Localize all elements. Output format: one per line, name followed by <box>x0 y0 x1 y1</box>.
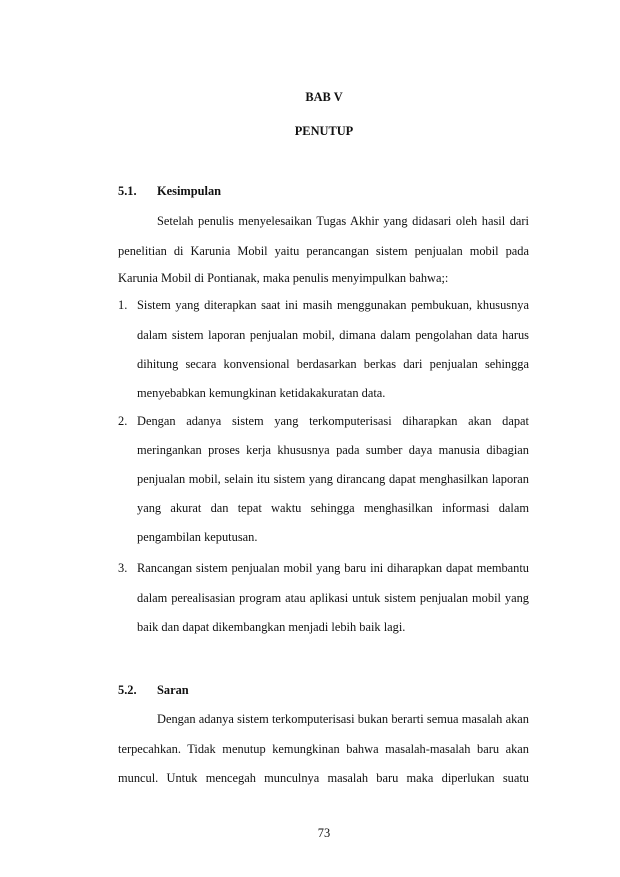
list-marker: 2. <box>118 414 128 428</box>
list-item-line: yang akurat dan tepat waktu sehingga menghasilkan informasi dalam <box>137 501 529 515</box>
paragraph-line: terpecahkan. Tidak menutup kemungkinan bahwa masalah-masalah baru akan <box>118 742 529 756</box>
page-number: 73 <box>317 826 331 840</box>
chapter-label: BAB V <box>305 90 343 104</box>
list-item-line: meringankan proses kerja khususnya pada sumber daya manusia dibagian <box>137 443 529 457</box>
paragraph-line: Dengan adanya sistem terkomputerisasi bukan berarti semua masalah akan <box>157 712 529 726</box>
chapter-title: PENUTUP <box>294 124 354 138</box>
list-marker: 1. <box>118 298 128 312</box>
section-title: Kesimpulan <box>157 184 222 198</box>
list-item-line: Rancangan sistem penjualan mobil yang baru ini diharapkan dapat membantu <box>137 561 529 575</box>
paragraph-line: penelitian di Karunia Mobil yaitu perancangan sistem penjualan mobil pada <box>118 244 529 258</box>
list-item-line: dalam sistem laporan penjualan mobil, dimana dalam pengolahan data harus <box>137 328 529 342</box>
list-item-line: penjualan mobil, selain itu sistem yang dirancang dapat menghasilkan laporan <box>137 472 529 486</box>
section-number: 5.2. <box>118 683 137 697</box>
section-number: 5.1. <box>118 184 137 198</box>
section-title: Saran <box>157 683 189 697</box>
list-marker: 3. <box>118 561 128 575</box>
list-item-line: pengambilan keputusan. <box>137 530 258 544</box>
paragraph-line: muncul. Untuk mencegah munculnya masalah baru maka diperlukan suatu <box>118 771 529 785</box>
list-item-line: Dengan adanya sistem yang terkomputerisasi diharapkan akan dapat <box>137 414 529 428</box>
paragraph-line: Karunia Mobil di Pontianak, maka penulis menyimpulkan bahwa;: <box>118 271 449 285</box>
list-item-line: baik dan dapat dikembangkan menjadi lebih baik lagi. <box>137 620 406 634</box>
list-item-line: dihitung secara konvensional berdasarkan berkas dari penjualan sehingga <box>137 357 529 371</box>
list-item-line: Sistem yang diterapkan saat ini masih menggunakan pembukuan, khususnya <box>137 298 529 312</box>
list-item-line: dalam perealisasian program atau aplikasi untuk sistem penjualan mobil yang <box>137 591 529 605</box>
paragraph-line: Setelah penulis menyelesaikan Tugas Akhir yang didasari oleh hasil dari <box>157 214 529 228</box>
list-item-line: menyebabkan kemungkinan ketidakakuratan data. <box>137 386 386 400</box>
